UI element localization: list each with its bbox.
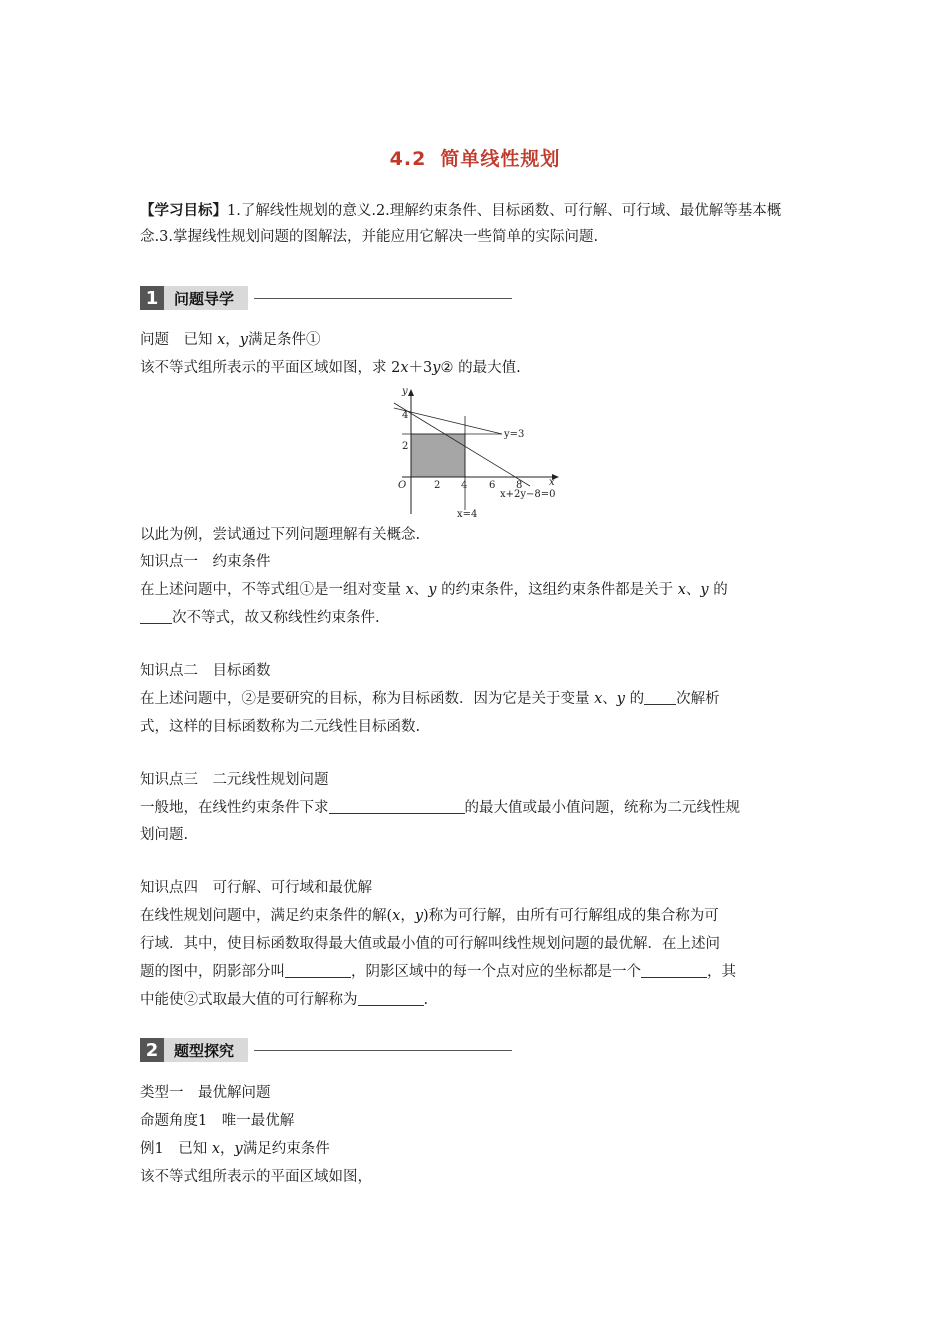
var-y: y xyxy=(234,1141,243,1157)
text: ＋3 xyxy=(408,360,433,376)
origin-label: O xyxy=(398,480,407,491)
text: 在线性规划问题中，满足约束条件的解( xyxy=(140,908,393,924)
text: 一般地，在线性约束条件下求 xyxy=(140,800,329,816)
var-y: y xyxy=(700,582,709,598)
answer-blank[interactable] xyxy=(641,961,707,978)
type1-angle: 命题角度1 唯一最优解 xyxy=(140,1113,295,1129)
k4-line-3 xyxy=(140,959,812,985)
feasible-region-graph xyxy=(380,386,570,520)
k4-line-2: 行域．其中，使目标函数取得最大值或最小值的可行解叫线性规划问题的最优解．在上述问 xyxy=(140,936,720,952)
page-title xyxy=(0,144,950,171)
var-y: y xyxy=(239,332,248,348)
var-y: y xyxy=(616,691,625,707)
k4-title: 知识点四 可行解、可行域和最优解 xyxy=(140,880,372,896)
text: ，阴影区域中的每一个点对应的坐标都是一个 xyxy=(351,964,641,980)
section-badge-2: 2 xyxy=(140,1038,164,1062)
var-x: x xyxy=(217,332,226,348)
var-y: y xyxy=(414,908,424,924)
var-x: x xyxy=(392,908,401,924)
text: 在上述问题中，②是要研究的目标，称为目标函数．因为它是关于变量 xyxy=(140,691,595,707)
k1-line-2 xyxy=(140,605,812,631)
text: 该不等式组所表示的平面区域如图，求 2 xyxy=(140,360,401,376)
text: 的 xyxy=(708,582,728,598)
text: 在上述问题中，不等式组①是一组对变量 xyxy=(140,582,406,598)
problem-line-2 xyxy=(140,355,812,381)
text: )称为可行解，由所有可行解组成的集合称为可 xyxy=(423,908,719,924)
text: 题的图中，阴影部分叫 xyxy=(140,964,285,980)
title-text: 简单线性规划 xyxy=(440,148,561,170)
y-axis-arrow xyxy=(408,389,414,396)
text: 、 xyxy=(602,691,617,707)
var-y: y xyxy=(428,582,437,598)
var-x: x xyxy=(211,1141,221,1157)
text: 、 xyxy=(685,582,701,598)
x-tick-4: 4 xyxy=(461,480,468,491)
learning-goals xyxy=(140,198,812,250)
example-1-region-line: 该不等式组所表示的平面区域如图， xyxy=(140,1169,372,1185)
text: 满足条件① xyxy=(248,332,321,348)
section-header-2 xyxy=(140,1038,512,1062)
text: 次不等式，故又称线性约束条件. xyxy=(172,610,380,626)
goals-label: 【学习目标】 xyxy=(140,202,227,219)
example-1-line xyxy=(140,1136,812,1162)
var-x: x xyxy=(677,582,686,598)
text: ， xyxy=(225,332,240,348)
text: 问题 已知 xyxy=(140,332,218,348)
k2-line-1 xyxy=(140,686,812,712)
text: 例1 已知 xyxy=(140,1141,212,1157)
k4-line-4 xyxy=(140,987,812,1013)
section-rule-2 xyxy=(254,1050,512,1051)
text: 中能使②式取最大值的可行解称为 xyxy=(140,992,358,1008)
answer-blank[interactable] xyxy=(329,797,465,814)
k3-title: 知识点三 二元线性规划问题 xyxy=(140,772,329,788)
intro-line: 以此为例，尝试通过下列问题理解有关概念. xyxy=(140,527,421,543)
text: 、 xyxy=(413,582,429,598)
goals-text: 1.了解线性规划的意义.2.理解约束条件、目标函数、可行解、可行域、最优解等基本概念.3.掌握线性规划问题的图解法，并能应用它解决一些简单的实际问题. xyxy=(140,203,782,245)
answer-blank[interactable] xyxy=(140,607,172,624)
var-y: y xyxy=(432,360,441,376)
text: ， xyxy=(220,1141,235,1157)
var-x: x xyxy=(400,360,409,376)
title-number: 4.2 xyxy=(389,148,427,170)
section-rule-1 xyxy=(254,298,512,299)
k2-line-2: 式，这样的目标函数称为二元线性目标函数. xyxy=(140,719,421,735)
line-label-x4: x=4 xyxy=(457,509,478,520)
text: ，其 xyxy=(707,964,736,980)
answer-blank[interactable] xyxy=(644,688,676,705)
text: . xyxy=(423,992,429,1008)
k3-line-2: 划问题. xyxy=(140,827,189,843)
k1-title: 知识点一 约束条件 xyxy=(140,554,271,570)
section-title-1: 问题导学 xyxy=(164,286,248,310)
text: 的最大值或最小值问题，统称为二元线性规 xyxy=(464,800,740,816)
section-badge-1: 1 xyxy=(140,286,164,310)
text: ， xyxy=(400,908,415,924)
text: ② 的最大值. xyxy=(440,360,521,376)
text: 的 xyxy=(625,691,645,707)
k1-line-1 xyxy=(140,577,812,603)
y-tick-4: 4 xyxy=(402,410,409,421)
feasible-region-figure xyxy=(380,386,570,520)
answer-blank[interactable] xyxy=(358,989,424,1006)
text: 的约束条件，这组约束条件都是关于 xyxy=(436,582,678,598)
x-tick-8: 8 xyxy=(516,480,523,491)
x-axis-label: x xyxy=(549,477,555,488)
line-y-3 xyxy=(394,408,502,434)
k4-line-1 xyxy=(140,903,812,929)
line-label-y3: y=3 xyxy=(504,429,525,440)
k2-title: 知识点二 目标函数 xyxy=(140,663,271,679)
problem-line-1 xyxy=(140,327,812,353)
y-tick-2: 2 xyxy=(402,441,409,452)
section-header-1 xyxy=(140,286,512,310)
text: 次解析 xyxy=(676,691,720,707)
section-title-2: 题型探究 xyxy=(164,1038,248,1062)
answer-blank[interactable] xyxy=(285,961,351,978)
feasible-region-shading xyxy=(411,434,465,477)
var-x: x xyxy=(594,691,603,707)
x-tick-2: 2 xyxy=(434,480,441,491)
line-label-diagonal: x+2y−8=0 xyxy=(500,489,556,500)
k3-line-1 xyxy=(140,795,812,821)
type1-title: 类型一 最优解问题 xyxy=(140,1085,271,1101)
y-axis-label: y xyxy=(402,386,408,397)
x-tick-6: 6 xyxy=(489,480,496,491)
var-x: x xyxy=(405,582,414,598)
text: 满足约束条件 xyxy=(242,1141,330,1157)
